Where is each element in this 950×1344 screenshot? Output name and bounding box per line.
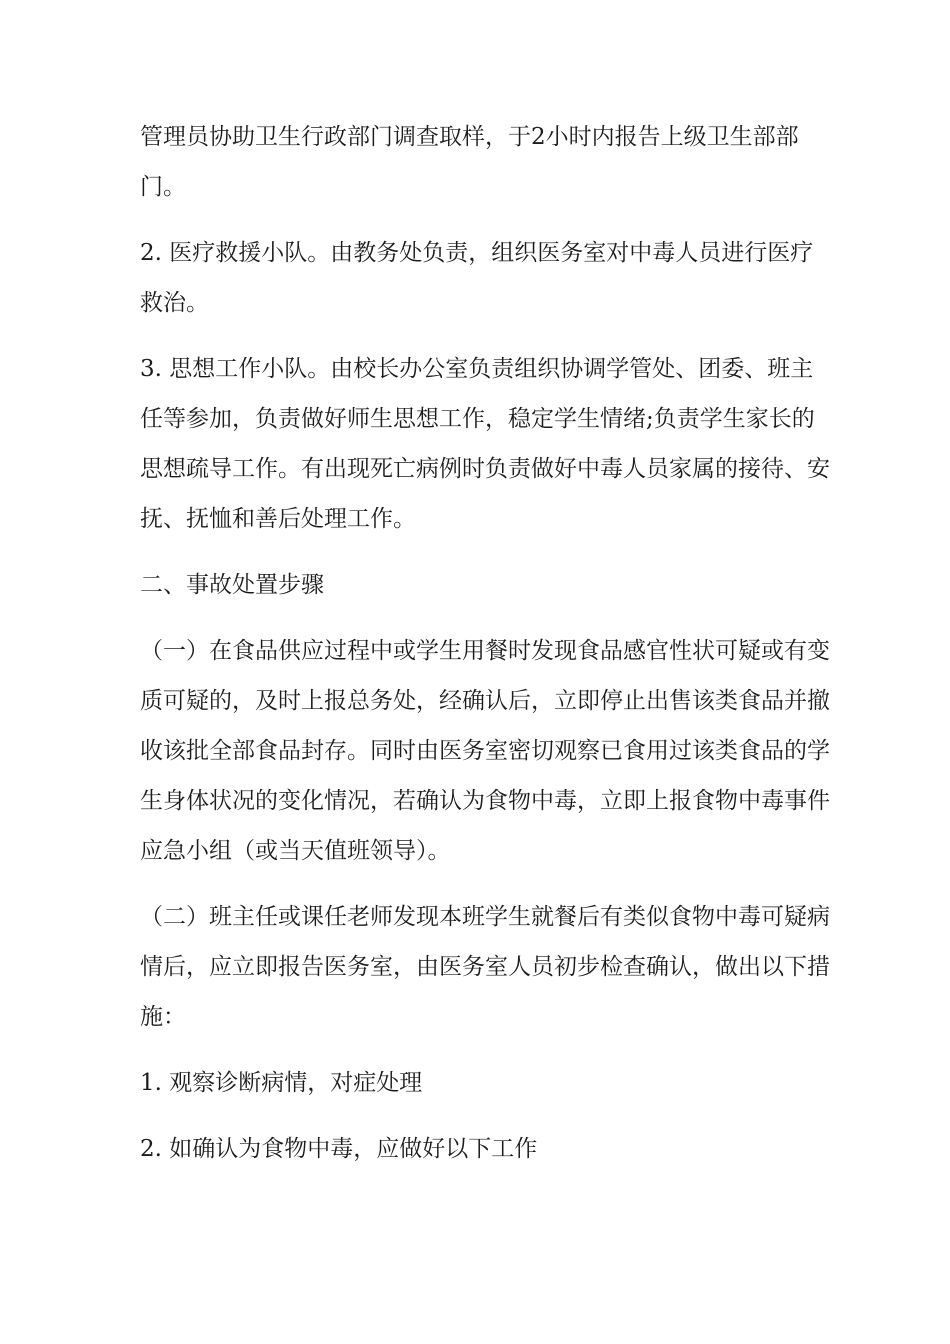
document-body <box>140 112 830 1190</box>
paragraph-step-one: （一）在食品供应过程中或学生用餐时发现食品感官性状可疑或有变质可疑的，及时上报总务处，经确认后，立即停止出售该类食品并撤收该批全部食品封存。同时由医务室密切观察已食用过该类食品的学生身体状况的变化情况，若确认为食物中毒，立即上报食物中毒事件应急小组（或当天值班领导）。 <box>140 638 830 864</box>
paragraph-step-two: （二）班主任或课任老师发现本班学生就餐后有类似食物中毒可疑病情后，应立即报告医务室，由医务室人员初步检查确认，做出以下措施： <box>140 904 830 1030</box>
list-item-confirm-poisoning: 2. 如确认为食物中毒，应做好以下工作 <box>140 1136 538 1162</box>
paragraph-ideological-work-team: 3. 思想工作小队。由校长办公室负责组织协调学管处、团委、班主任等参加，负责做好师生思想工作，稳定学生情绪;负责学生家长的思想疏导工作。有出现死亡病例时负责做好中毒人员家属的接待、安抚、抚恤和善后处理工作。 <box>140 356 830 532</box>
paragraph-report-continuation: 管理员协助卫生行政部门调查取样，于2小时内报告上级卫生部部门。 <box>140 124 799 200</box>
section-heading-incident-steps: 二、事故处置步骤 <box>140 572 324 598</box>
paragraph-medical-rescue-team: 2. 医疗救援小队。由教务处负责，组织医务室对中毒人员进行医疗救治。 <box>140 240 814 316</box>
list-item-observe-diagnose: 1. 观察诊断病情，对症处理 <box>140 1070 423 1096</box>
